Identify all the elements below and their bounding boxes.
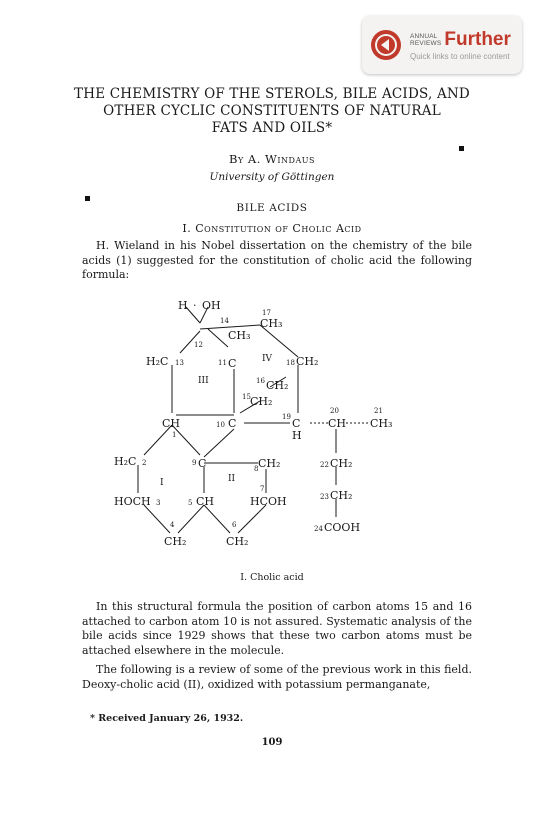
formula-num-6: 6 — [232, 521, 237, 529]
affiliation: University of Göttingen — [209, 171, 335, 183]
title-line-1: THE CHEMISTRY OF THE STEROLS, BILE ACIDS, AND — [74, 86, 470, 102]
formula-c-19: C — [292, 417, 301, 430]
formula-h2c-2: H₂C — [114, 455, 137, 468]
formula-cooh-24: COOH — [324, 521, 361, 534]
formula-ch2-22: CH₂ — [330, 457, 353, 470]
formula-ch2-23: CH₂ — [330, 489, 353, 502]
formula-num-14: 14 — [220, 317, 229, 325]
author: By A. Windaus — [229, 152, 315, 166]
formula-num-22: 22 — [320, 461, 329, 469]
title-line-2: OTHER CYCLIC CONSTITUENTS OF NATURAL — [103, 103, 441, 119]
formula-num-17: 17 — [262, 309, 271, 317]
article-title — [40, 86, 504, 137]
formula-c-9: C — [198, 457, 207, 470]
formula-ring-i: I — [160, 478, 164, 488]
formula-num-16: 16 — [256, 377, 265, 385]
badge-annual: ANNUAL — [410, 32, 438, 40]
further-badge[interactable] — [362, 16, 522, 74]
back-arrow-icon — [370, 29, 402, 61]
footnote: * Received January 26, 1932. — [90, 713, 244, 724]
formula-hoch-3: HOCH — [114, 495, 151, 508]
paragraph-1: H. Wieland in his Nobel dissertation on the chemistry of the bile acids (1) suggested for the constitution of cholic acid the following formula: — [82, 239, 472, 281]
formula-ch-1: CH — [162, 417, 181, 430]
formula-ring-iv: IV — [262, 354, 273, 364]
scan-mark-left — [85, 196, 90, 201]
formula-num-9: 9 — [192, 459, 197, 467]
title-line-3: FATS AND OILS* — [211, 120, 333, 136]
formula-num-24: 24 — [314, 525, 323, 533]
formula-num-19: 19 — [282, 413, 291, 421]
figure-caption: I. Cholic acid — [240, 572, 304, 583]
section-heading: BILE ACIDS — [236, 202, 308, 214]
formula-num-4: 4 — [170, 521, 175, 529]
formula-ch2-15: CH₂ — [250, 395, 273, 408]
formula-h2c-13: H₂C — [146, 355, 169, 368]
page-number: 109 — [261, 737, 283, 748]
formula-num-21: 21 — [374, 407, 383, 415]
formula-ch2-6: CH₂ — [226, 535, 249, 548]
formula-ch3-17: CH₃ — [260, 317, 283, 330]
formula-ch2-8: CH₂ — [258, 457, 281, 470]
badge-text — [410, 30, 511, 61]
formula-num-15: 15 — [242, 393, 251, 401]
formula-ring-ii: II — [228, 474, 236, 484]
formula-num-1: 1 — [172, 431, 177, 439]
formula-num-8: 8 — [254, 465, 259, 473]
badge-subtitle: Quick links to online content — [410, 51, 510, 61]
formula-oh-top: OH — [202, 299, 221, 312]
formula-num-2: 2 — [142, 459, 147, 467]
formula-num-23: 23 — [320, 493, 329, 501]
formula-hcoh-7: HCOH — [250, 495, 287, 508]
formula-num-18: 18 — [286, 359, 295, 367]
formula-ch3-21: CH₃ — [370, 417, 393, 430]
formula-num-12: 12 — [194, 341, 203, 349]
formula-ch2-18: CH₂ — [296, 355, 319, 368]
formula-ch2-4: CH₂ — [164, 535, 187, 548]
formula-dot: · — [193, 299, 197, 312]
formula-num-11: 11 — [218, 359, 227, 367]
formula-ch-20: CH — [328, 417, 347, 430]
formula-num-13: 13 — [175, 359, 184, 367]
paragraph-3: The following is a review of some of the previous work in this field. Deoxy-cholic acid (II), oxidized with potassium permanganate, — [82, 663, 472, 691]
formula-c-10: C — [228, 417, 237, 430]
formula-c-11: C — [228, 357, 237, 370]
badge-brand: Further — [444, 28, 511, 50]
formula-h-top: H — [178, 299, 188, 312]
subsection-heading: I. Constitution of Cholic Acid — [182, 222, 362, 235]
formula-num-20: 20 — [330, 407, 339, 415]
formula-ch2-16: CH₂ — [266, 379, 289, 392]
cholic-acid-formula — [110, 295, 430, 565]
paragraph-2: In this structural formula the position of carbon atoms 15 and 16 attached to carbon atom 10 is not assured. Systematic analysis of the bile acids since 1929 shows that these two carbon atoms must be attached elsewhere in the molecule. — [82, 600, 472, 657]
formula-ch-5: CH — [196, 495, 215, 508]
formula-num-3: 3 — [156, 499, 161, 507]
badge-reviews: REVIEWS — [410, 39, 442, 47]
formula-h-19: H — [292, 429, 302, 442]
formula-num-7: 7 — [260, 485, 265, 493]
scan-mark-right — [459, 146, 464, 151]
formula-num-10: 10 — [216, 421, 225, 429]
formula-ch3-14: CH₃ — [228, 329, 251, 342]
formula-num-5: 5 — [188, 499, 193, 507]
formula-ring-iii: III — [198, 376, 209, 386]
